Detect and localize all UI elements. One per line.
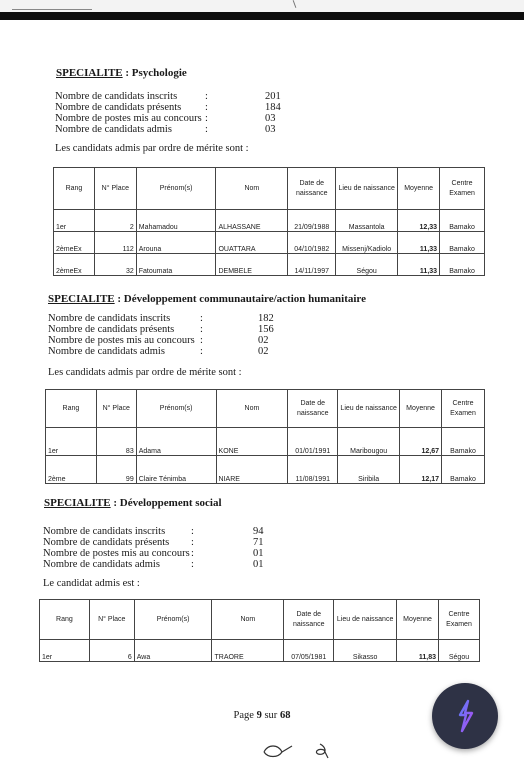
table-header-row [54,168,485,210]
intro-text: Les candidats admis par ordre de mérite sont : [55,143,249,154]
header-moyenne: Moyenne [398,168,440,210]
sparkle-icon [448,699,482,733]
header-prenom: Prénom(s) [136,390,216,428]
header-centre: Centre Examen [442,390,485,428]
header-date: Date de naissance [288,390,338,428]
results-table [39,599,480,662]
results-table [53,167,485,276]
header-rang: Rang [40,600,90,640]
section-title: SPECIALITE : Psychologie [56,67,187,79]
header-lieu: Lieu de naissance [338,390,400,428]
table-row: 2ème 99 Claire Ténimba NIARE 11/08/1991 Siribila 12,17 Bamako [46,456,485,484]
stat-row: Nombre de candidats présents : 156 [48,324,274,335]
stat-row: Nombre de postes mis au concours : 03 [55,113,276,124]
stat-row: Nombre de candidats présents : 71 [43,537,264,548]
header-lieu: Lieu de naissance [336,168,398,210]
stat-row: Nombre de postes mis au concours : 01 [43,548,264,559]
table-row: 1er 2 Mahamadou ALHASSANE 21/09/1988 Massantola 12,33 Bamako [54,210,485,232]
stat-row: Nombre de candidats inscrits : 94 [43,526,264,537]
header-prenom: Prénom(s) [134,600,212,640]
header-place: N° Place [96,390,136,428]
stats-block [55,91,295,135]
section-title: SPECIALITE : Développement communautaire/action humanitaire [48,293,366,305]
header-centre: Centre Examen [440,168,485,210]
assistant-button[interactable] [432,683,498,749]
header-place: N° Place [89,600,134,640]
header-lieu: Lieu de naissance [334,600,397,640]
stats-block [43,526,283,570]
header-rang: Rang [46,390,97,428]
results-table [45,389,485,484]
table-row: 2èmeEx 32 Fatoumata DEMBELE 14/11/1997 Ségou 11,33 Bamako [54,254,485,276]
header-place: N° Place [94,168,136,210]
section-title: SPECIALITE : Développement social [44,497,222,509]
header-prenom: Prénom(s) [136,168,216,210]
header-date: Date de naissance [284,600,334,640]
table-row: 2èmeEx 112 Arouna OUATTARA 04/10/1982 Missenj/Kadiolo 11,33 Bamako [54,232,485,254]
table-row: 1er 83 Adama KONE 01/01/1991 Maribougou 12,67 Bamako [46,428,485,456]
scan-top-bar [0,12,524,20]
table-row: 1er 6 Awa TRAORE 07/05/1981 Sikasso 11,83 Ségou [40,640,480,662]
header-date: Date de naissance [288,168,336,210]
scan-top-strip [0,0,524,12]
stat-row: Nombre de candidats admis : 03 [55,124,276,135]
page-footer: Page 9 sur 68 [233,710,291,721]
intro-text: Les candidats admis par ordre de mérite sont : [48,367,242,378]
stat-row: Nombre de candidats admis : 01 [43,559,264,570]
table-header-row [46,390,485,428]
stat-row: Nombre de candidats admis : 02 [48,346,269,357]
header-rang: Rang [54,168,95,210]
signature-initials [258,740,348,762]
header-nom: Nom [216,168,288,210]
stats-block [48,313,288,357]
table-header-row [40,600,480,640]
header-centre: Centre Examen [439,600,480,640]
header-moyenne: Moyenne [397,600,439,640]
header-moyenne: Moyenne [400,390,442,428]
header-nom: Nom [212,600,284,640]
stat-row: Nombre de candidats inscrits : 182 [48,313,274,324]
scan-top-line [12,9,92,10]
stat-row: Nombre de postes mis au concours : 02 [48,335,269,346]
stat-row: Nombre de candidats inscrits : 201 [55,91,281,102]
intro-text: Le candidat admis est : [43,578,140,589]
stat-row: Nombre de candidats présents : 184 [55,102,281,113]
header-nom: Nom [216,390,288,428]
